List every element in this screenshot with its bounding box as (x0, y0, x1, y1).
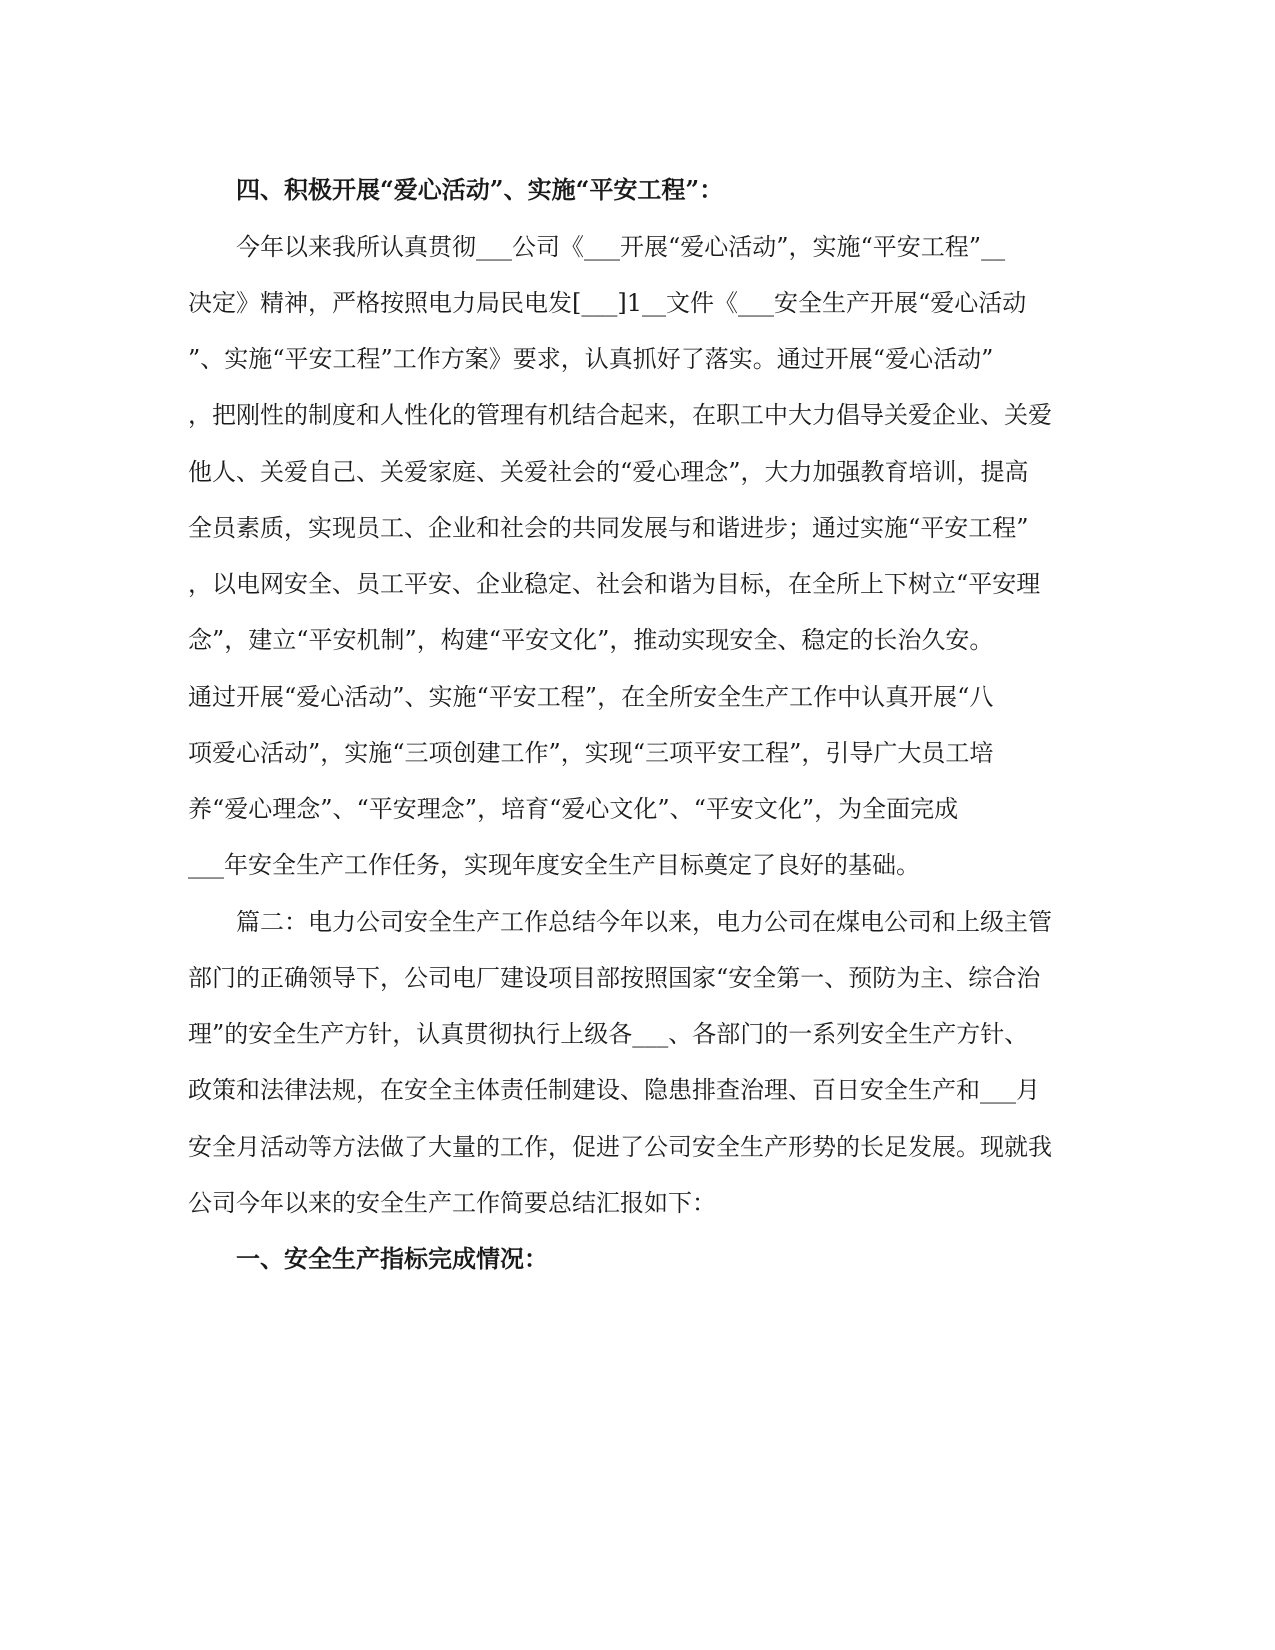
paragraph-line: 养“爱心理念”、“平安理念”，培育“爱心文化”、“平安文化”，为全面完成 (188, 795, 959, 823)
paragraph-line: 篇二：电力公司安全生产工作总结今年以来，电力公司在煤电公司和上级主管 (236, 908, 1052, 936)
paragraph-line: 安全月活动等方法做了大量的工作，促进了公司安全生产形势的长足发展。现就我 (188, 1133, 1052, 1161)
paragraph-line: 今年以来我所认真贯彻___公司《___开展“爱心活动”，实施“平安工程”__ (236, 233, 1006, 261)
paragraph-line: ，以电网安全、员工平安、企业稳定、社会和谐为目标，在全所上下树立“平安理 (188, 570, 1041, 598)
paragraph-line: 念”，建立“平安机制”，构建“平安文化”，推动实现安全、稳定的长治久安。 (188, 626, 994, 654)
paragraph-line: 公司今年以来的安全生产工作简要总结汇报如下： (188, 1189, 716, 1217)
paragraph-line: 通过开展“爱心活动”、实施“平安工程”，在全所安全生产工作中认真开展“八 (188, 683, 994, 711)
paragraph-line: 部门的正确领导下，公司电厂建设项目部按照国家“安全第一、预防为主、综合治 (188, 964, 1041, 992)
paragraph-line: 决定》精神，严格按照电力局民电发[___]1__文件《___安全生产开展“爱心活动 (188, 289, 1027, 317)
paragraph-line: 理”的安全生产方针，认真贯彻执行上级各___、各部门的一系列安全生产方针、 (188, 1020, 1029, 1048)
section-heading: 一、安全生产指标完成情况： (236, 1244, 548, 1273)
paragraph-line: 他人、关爱自己、关爱家庭、关爱社会的“爱心理念”，大力加强教育培训，提高 (188, 458, 1029, 486)
paragraph-line: ”、实施“平安工程”工作方案》要求，认真抓好了落实。通过开展“爱心活动” (188, 345, 994, 373)
section-heading: 四、积极开展“爱心活动”、实施“平安工程”： (236, 175, 724, 204)
paragraph-line: ，把刚性的制度和人性化的管理有机结合起来，在职工中大力倡导关爱企业、关爱 (188, 401, 1052, 429)
paragraph-line: 政策和法律法规，在安全主体责任制建设、隐患排查治理、百日安全生产和___月 (188, 1076, 1040, 1104)
paragraph-line: 项爱心活动”，实施“三项创建工作”，实现“三项平安工程”，引导广大员工培 (188, 739, 994, 767)
paragraph-line: 全员素质，实现员工、企业和社会的共同发展与和谐进步；通过实施“平安工程” (188, 514, 1029, 542)
paragraph-line: ___年安全生产工作任务，实现年度安全生产目标奠定了良好的基础。 (188, 851, 920, 879)
